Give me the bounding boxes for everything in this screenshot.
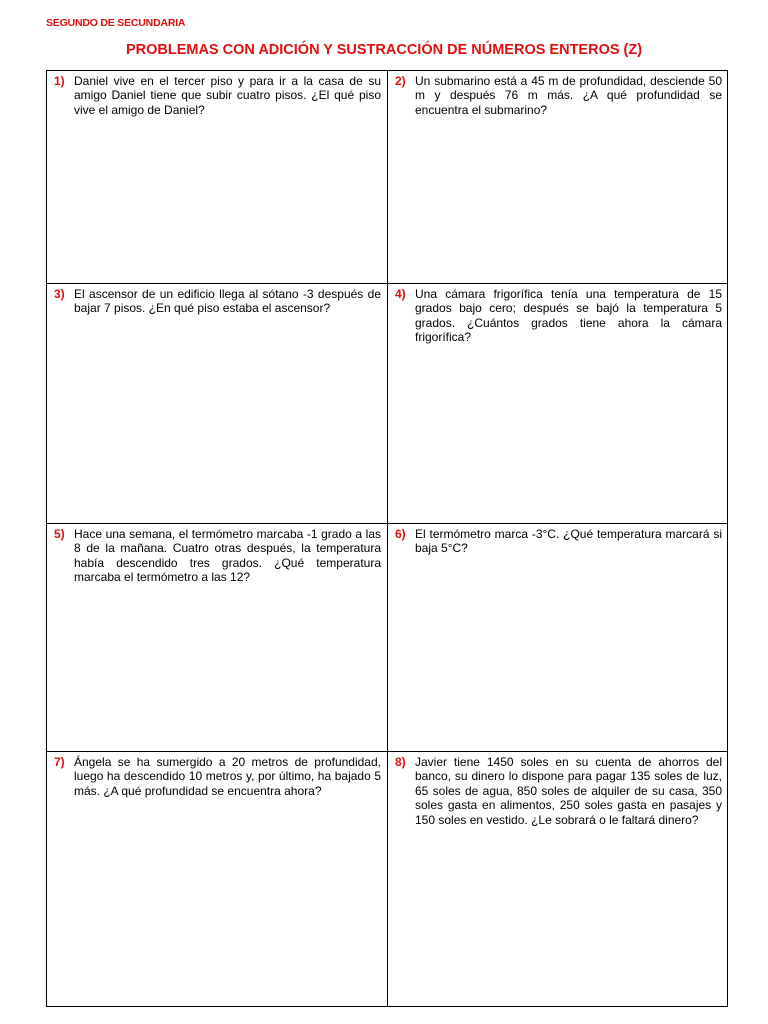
problem-number: 4) bbox=[395, 287, 406, 301]
problem-text: El ascensor de un edificio llega al sótano -3 después de bajar 7 pisos. ¿En qué piso estaba el ascensor? bbox=[74, 287, 381, 316]
problem-cell-4 bbox=[388, 284, 728, 524]
problem-text: Ángela se ha sumergido a 20 metros de profundidad, luego ha descendido 10 metros y, por último, ha bajado 5 más. ¿A qué profundidad se encuentra ahora? bbox=[74, 755, 381, 798]
problem-number: 3) bbox=[54, 287, 65, 301]
problem-cell-6 bbox=[388, 524, 728, 752]
problem-text: Daniel vive en el tercer piso y para ir a la casa de su amigo Daniel tiene que subir cuatro pisos. ¿El qué piso vive el amigo de Daniel? bbox=[74, 74, 381, 117]
problem-cell-1 bbox=[47, 71, 388, 284]
problem-cell-8 bbox=[388, 752, 728, 1006]
problem-text: El termómetro marca -3°C. ¿Qué temperatura marcará si baja 5°C? bbox=[415, 527, 722, 556]
problem-text: Un submarino está a 45 m de profundidad, desciende 50 m y después 76 m más. ¿A qué profundidad se encuentra el submarino? bbox=[415, 74, 722, 117]
problem-cell-3 bbox=[47, 284, 388, 524]
grade-level-label: SEGUNDO DE SECUNDARIA bbox=[46, 17, 186, 29]
problem-number: 1) bbox=[54, 74, 65, 88]
problem-text: Una cámara frigorífica tenía una temperatura de 15 grados bajo cero; después se bajó la temperatura 5 grados. ¿Cuántos grados tiene ahora la cámara frigorífica? bbox=[415, 287, 722, 345]
problem-number: 6) bbox=[395, 527, 406, 541]
problem-number: 8) bbox=[395, 755, 406, 769]
problem-text: Hace una semana, el termómetro marcaba -1 grado a las 8 de la mañana. Cuatro otras después, la temperatura había descendido tres grados. ¿Qué temperatura marcaba el termómetro a las 12? bbox=[74, 527, 381, 585]
problem-text: Javier tiene 1450 soles en su cuenta de ahorros del banco, su dinero lo dispone para pagar 135 soles de luz, 65 soles de agua, 850 soles de alquiler de su casa, 350 soles gasta en alimentos, 250 soles gasta en pasajes y 150 soles en vestido. ¿Le sobrará o le faltará dinero? bbox=[415, 755, 722, 827]
problems-grid bbox=[46, 70, 728, 1007]
worksheet-title: PROBLEMAS CON ADICIÓN Y SUSTRACCIÓN DE NÚMEROS ENTEROS (Z) bbox=[125, 42, 643, 58]
problem-cell-2 bbox=[388, 71, 728, 284]
problem-number: 5) bbox=[54, 527, 65, 541]
problem-number: 2) bbox=[395, 74, 406, 88]
problem-cell-5 bbox=[47, 524, 388, 752]
problem-number: 7) bbox=[54, 755, 65, 769]
problem-cell-7 bbox=[47, 752, 388, 1006]
